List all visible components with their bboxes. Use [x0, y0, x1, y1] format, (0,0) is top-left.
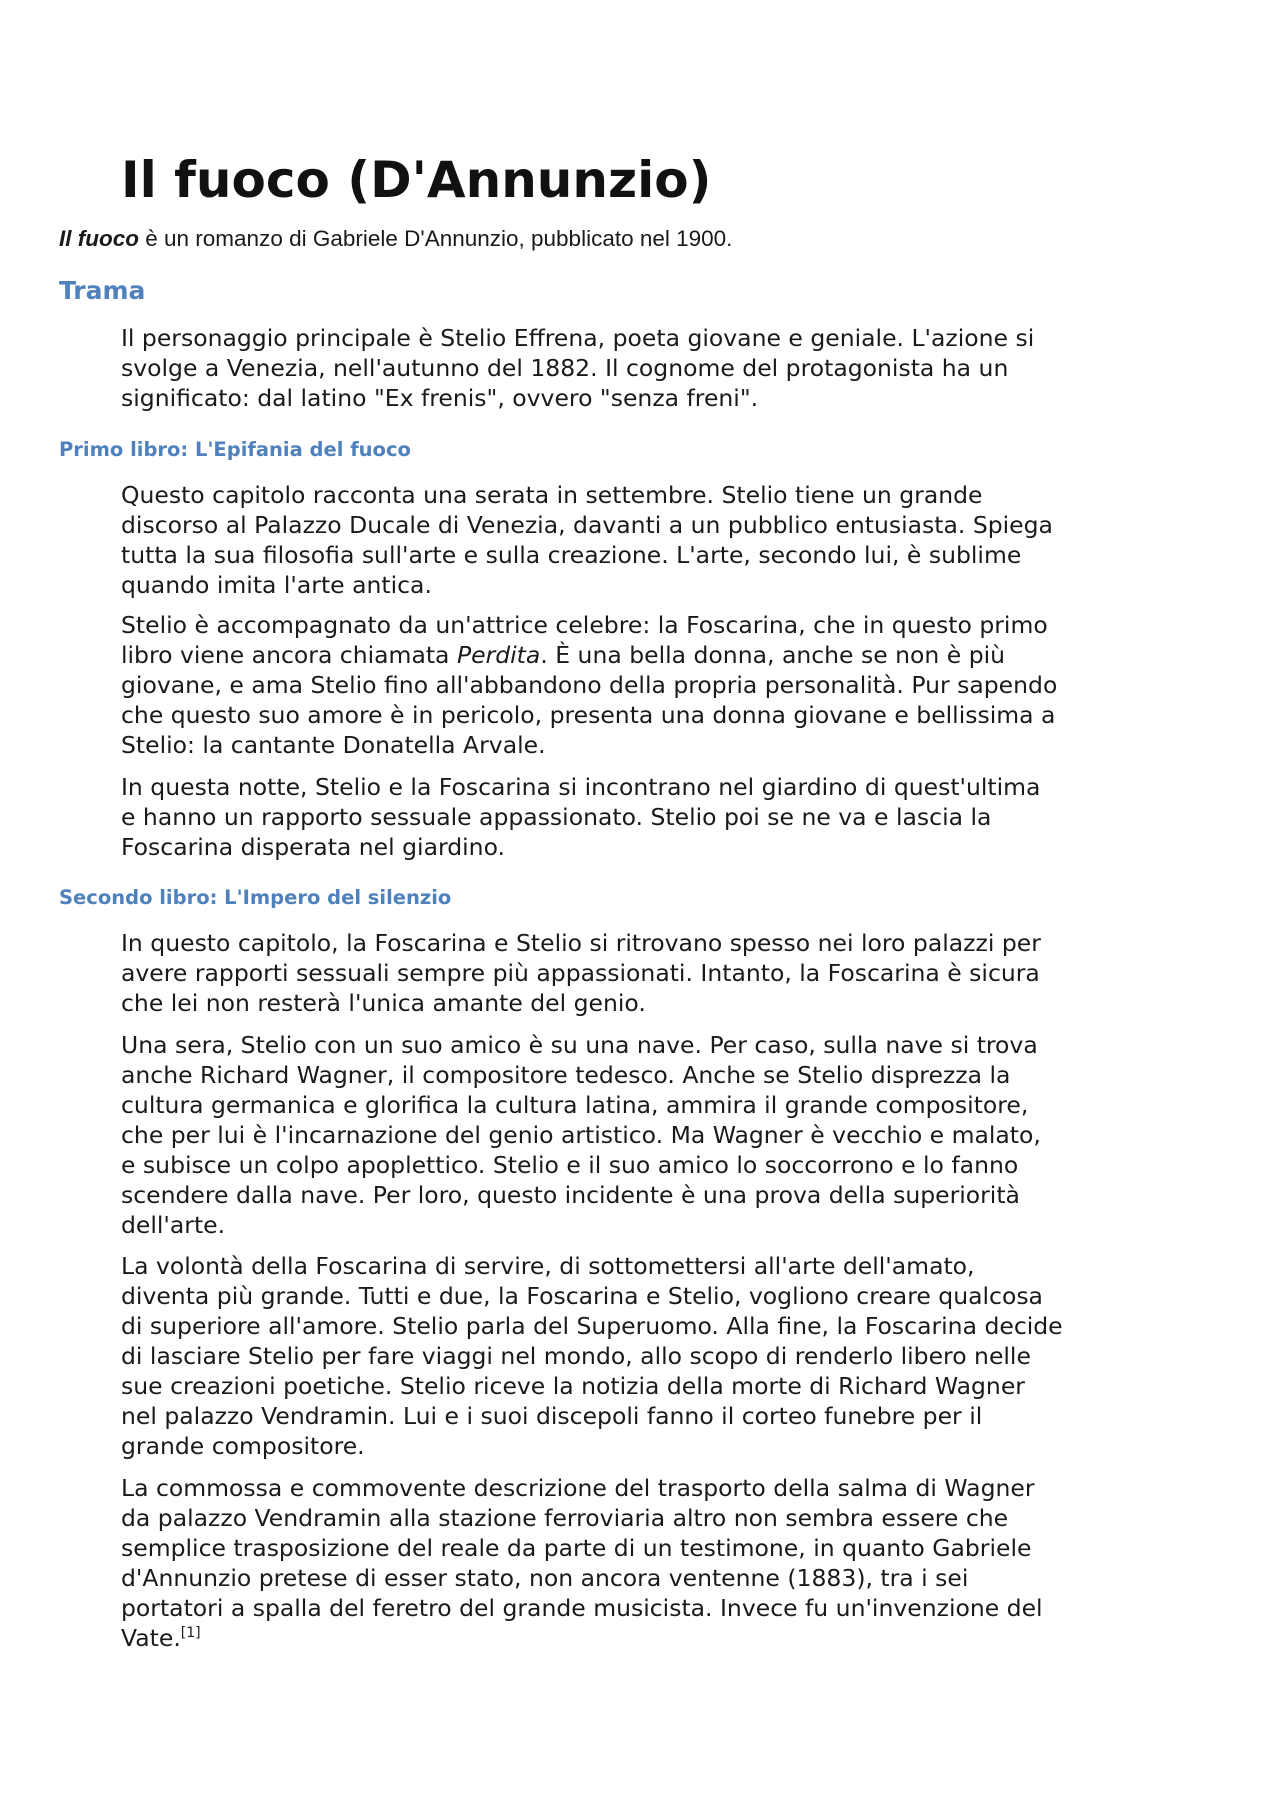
text-line: cultura germanica e glorifica la cultura latina, ammira il grande compositore, [121, 1091, 1029, 1119]
primo-paragraph-1 [121, 480, 1181, 600]
text-line: sue creazioni poetiche. Stelio riceve la notizia della morte di Richard Wagner [121, 1372, 1025, 1400]
text-line: semplice trasposizione del reale da parte di un testimone, in quanto Gabriele [121, 1534, 1032, 1562]
text-line: Questo capitolo racconta una serata in settembre. Stelio tiene un grande [121, 481, 983, 509]
text-line: La commossa e commovente descrizione del trasporto della salma di Wagner [121, 1474, 1035, 1502]
trama-paragraph [121, 323, 1181, 413]
text-line: portatori a spalla del feretro del grande musicista. Invece fu un'invenzione del [121, 1594, 1043, 1622]
text-line: da palazzo Vendramin alla stazione ferroviaria altro non sembra essere che [121, 1504, 1009, 1532]
subheading-primo-libro: Primo libro: L'Epifania del fuoco [59, 438, 411, 461]
text-line: anche Richard Wagner, il compositore tedesco. Anche se Stelio disprezza la [121, 1061, 1011, 1089]
text-line: dell'arte. [121, 1211, 226, 1239]
text-line: d'Annunzio pretese di esser stato, non ancora ventenne (1883), tra i sei [121, 1564, 969, 1592]
text-line: grande compositore. [121, 1432, 365, 1460]
subheading-secondo-libro: Secondo libro: L'Impero del silenzio [59, 886, 452, 909]
text-line: e subisce un colpo apoplettico. Stelio e il suo amico lo soccorrono e lo fanno [121, 1151, 1019, 1179]
text-fragment: libro viene ancora chiamata [121, 641, 457, 669]
intro-lead: Il fuoco [59, 226, 139, 251]
text-line: scendere dalla nave. Per loro, questo incidente è una prova della superiorità [121, 1181, 1020, 1209]
text-fragment: Vate. [121, 1624, 181, 1652]
text-line: In questo capitolo, la Foscarina e Stelio si ritrovano spesso nei loro palazzi per [121, 929, 1041, 957]
text-line: Stelio è accompagnato da un'attrice celebre: la Foscarina, che in questo primo [121, 611, 1048, 639]
intro-paragraph [59, 224, 732, 254]
text-line: di lasciare Stelio per fare viaggi nel mondo, allo scopo di renderlo libero nelle [121, 1342, 1031, 1370]
text-line: Foscarina disperata nel giardino. [121, 833, 506, 861]
reference-link[interactable]: [1] [180, 1625, 201, 1641]
secondo-paragraph-2 [121, 1030, 1181, 1240]
text-line: La volontà della Foscarina di servire, di sottomettersi all'arte dell'amato, [121, 1252, 975, 1280]
text-line: tutta la sua filosofia sull'arte e sulla creazione. L'arte, secondo lui, è sublime [121, 541, 1022, 569]
text-line: che questo suo amore è in pericolo, presenta una donna giovane e bellissima a [121, 701, 1056, 729]
page-title: Il fuoco (D'Annunzio) [121, 151, 712, 209]
text-line [121, 640, 1181, 670]
text-line: di superiore all'amore. Stelio parla del Superuomo. Alla fine, la Foscarina decide [121, 1312, 1063, 1340]
section-heading-trama: Trama [59, 276, 146, 305]
text-line: che lei non resterà l'unica amante del genio. [121, 989, 646, 1017]
text-fragment: . È una bella donna, anche se non è più [540, 641, 1006, 669]
text-line: diventa più grande. Tutti e due, la Foscarina e Stelio, vogliono creare qualcosa [121, 1282, 1043, 1310]
text-line: Il personaggio principale è Stelio Effrena, poeta giovane e geniale. L'azione si [121, 324, 1035, 352]
text-line: quando imita l'arte antica. [121, 571, 432, 599]
text-line: Una sera, Stelio con un suo amico è su una nave. Per caso, sulla nave si trova [121, 1031, 1038, 1059]
text-line: discorso al Palazzo Ducale di Venezia, davanti a un pubblico entusiasta. Spiega [121, 511, 1053, 539]
text-line: nel palazzo Vendramin. Lui e i suoi discepoli fanno il corteo funebre per il [121, 1402, 983, 1430]
primo-paragraph-3 [121, 772, 1181, 862]
text-line: Stelio: la cantante Donatella Arvale. [121, 731, 546, 759]
text-line: che per lui è l'incarnazione del genio artistico. Ma Wagner è vecchio e malato, [121, 1121, 1041, 1149]
emphasis-perdita: Perdita [456, 641, 541, 669]
secondo-paragraph-4 [121, 1473, 1181, 1653]
text-line [121, 1623, 1181, 1653]
secondo-paragraph-1 [121, 928, 1181, 1018]
secondo-paragraph-3 [121, 1251, 1181, 1461]
text-line: giovane, e ama Stelio fino all'abbandono della propria personalità. Pur sapendo [121, 671, 1058, 699]
text-line: significato: dal latino "Ex frenis", ovvero "senza freni". [121, 384, 759, 412]
intro-text: è un romanzo di Gabriele D'Annunzio, pubblicato nel 1900. [139, 226, 733, 251]
text-line: e hanno un rapporto sessuale appassionato. Stelio poi se ne va e lascia la [121, 803, 992, 831]
text-line: avere rapporti sessuali sempre più appassionati. Intanto, la Foscarina è sicura [121, 959, 1040, 987]
primo-paragraph-2 [121, 610, 1181, 760]
text-line: In questa notte, Stelio e la Foscarina si incontrano nel giardino di quest'ultima [121, 773, 1041, 801]
text-line: svolge a Venezia, nell'autunno del 1882. Il cognome del protagonista ha un [121, 354, 1009, 382]
